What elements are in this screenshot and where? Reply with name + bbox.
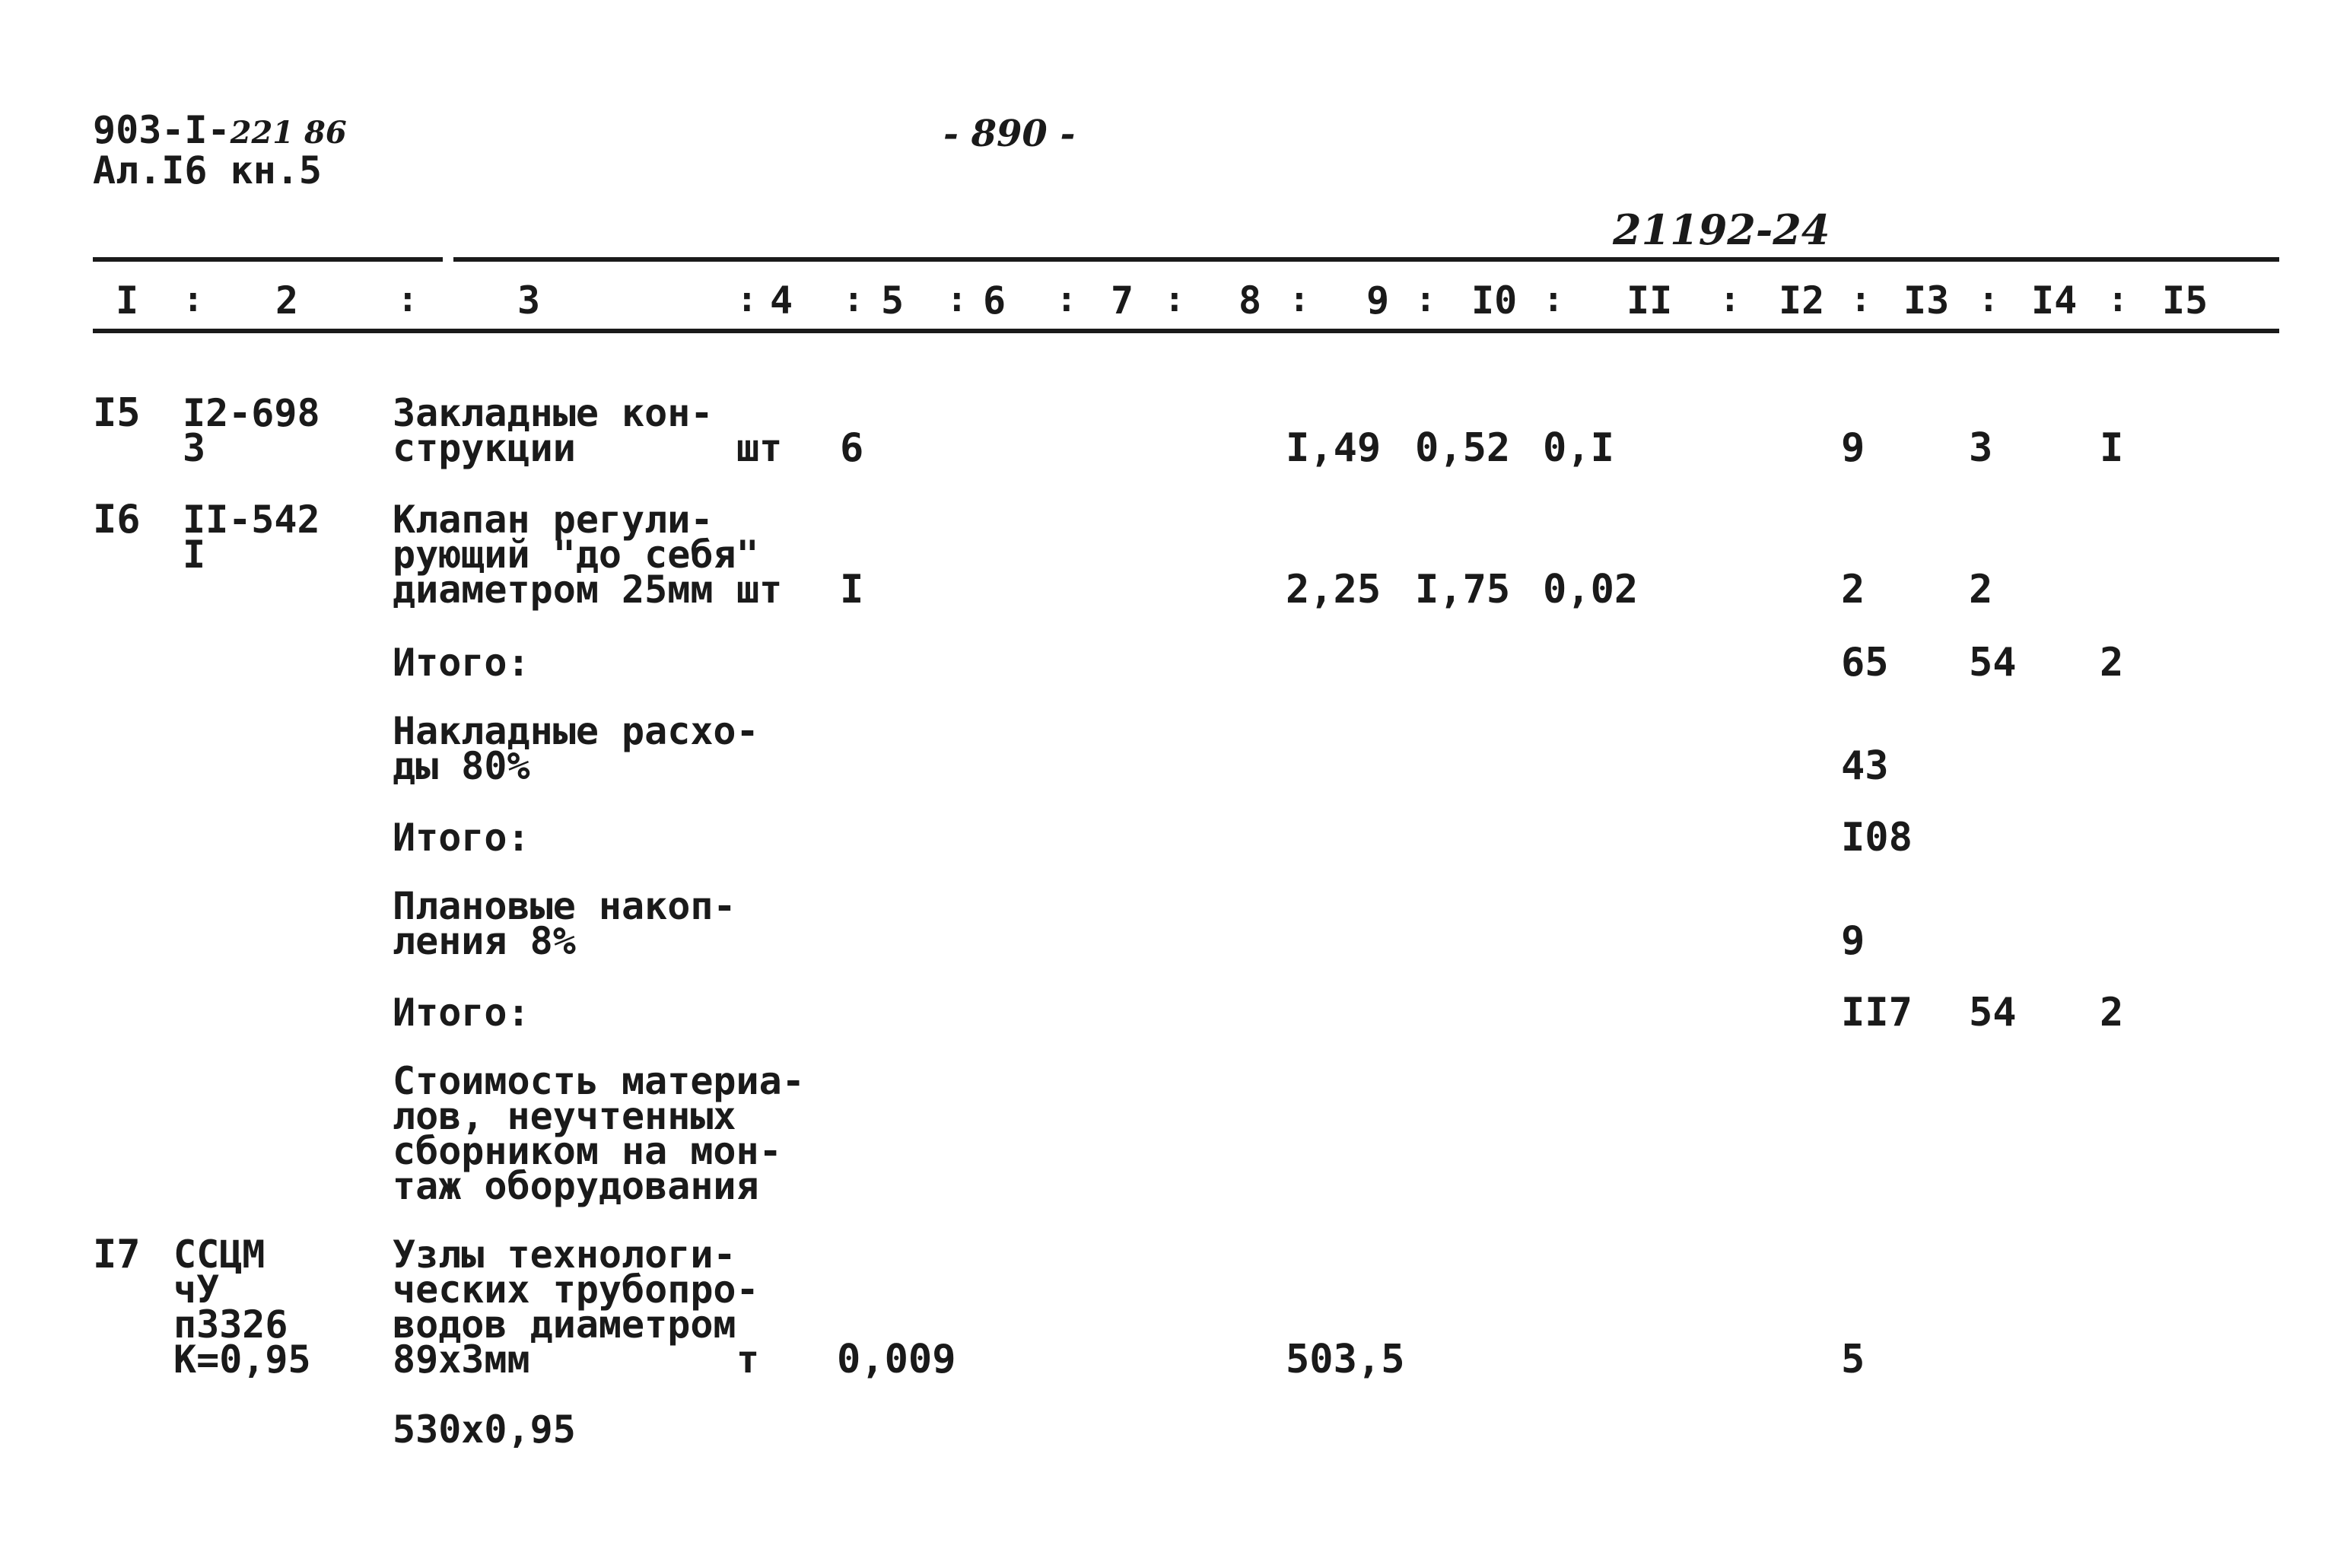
row-code: ССЦМ чУ п3326 К=0,95 <box>173 1232 311 1382</box>
row-col9: 2,25 <box>1286 567 1382 612</box>
col-header-15: I5 <box>2162 278 2208 323</box>
row-description: Плановые накоп- ления 8% <box>393 884 736 963</box>
page-number: - 890 - <box>943 113 1076 155</box>
col-sep: : <box>1850 278 1871 320</box>
col-sep: : <box>1543 278 1564 320</box>
row-description: Стоимость материа- лов, неучтенных сборником на мон- таж оборудования <box>393 1059 805 1208</box>
row-col12: 65 <box>1841 640 1889 685</box>
col-sep: : <box>1415 278 1436 320</box>
col-sep: : <box>183 278 204 320</box>
row-code: II-542 I <box>183 498 320 577</box>
col-header-6: 6 <box>983 278 1006 323</box>
row-col12: I08 <box>1841 815 1913 860</box>
row-description: Итого: <box>393 816 530 860</box>
col-header-7: 7 <box>1111 278 1134 323</box>
row-col11: 0,02 <box>1543 567 1639 612</box>
row-col9: I,49 <box>1286 425 1382 471</box>
row-col12: 9 <box>1841 425 1865 471</box>
col-header-1: I <box>116 278 139 323</box>
row-col13: 54 <box>1969 990 2017 1035</box>
row-col10: 0,52 <box>1415 425 1511 471</box>
row-col12: 2 <box>1841 567 1865 612</box>
row-description: Закладные кон- струкции <box>393 391 714 470</box>
row-description: Накладные расхо- ды 80% <box>393 709 759 788</box>
row-col11: 0,I <box>1543 425 1614 471</box>
row-description: Итого: <box>393 641 530 685</box>
col-header-9: 9 <box>1366 278 1390 323</box>
col-header-5: 5 <box>881 278 905 323</box>
reference-number: 21192-24 <box>1613 205 1830 254</box>
col-sep: : <box>1164 278 1185 320</box>
row-col12: 43 <box>1841 743 1889 789</box>
col-header-12: I2 <box>1779 278 1825 323</box>
row-col14: 2 <box>2100 990 2124 1035</box>
album-label: Ал.I6 кн.5 <box>93 148 323 192</box>
col-sep: : <box>736 278 758 320</box>
col-sep: : <box>843 278 864 320</box>
col-header-13: I3 <box>1903 278 1950 323</box>
row-col13: 2 <box>1969 567 1993 612</box>
col-sep: : <box>1289 278 1310 320</box>
row-col14: I <box>2100 425 2124 471</box>
col-sep: : <box>397 278 418 320</box>
col-sep: : <box>2107 278 2129 320</box>
row-col13: 3 <box>1969 425 1993 471</box>
doc-code-printed: 903-I- <box>93 108 231 152</box>
row-col12: 9 <box>1841 918 1865 964</box>
row-quantity: 0,009 <box>837 1337 956 1382</box>
row-unit: шт <box>736 426 783 470</box>
row-number: I5 <box>93 390 141 436</box>
col-header-2: 2 <box>275 278 299 323</box>
col-header-8: 8 <box>1239 278 1262 323</box>
col-sep: : <box>946 278 968 320</box>
row-unit: т <box>736 1337 760 1382</box>
col-header-4: 4 <box>770 278 793 323</box>
col-header-10: I0 <box>1471 278 1518 323</box>
row-quantity: I <box>840 567 864 612</box>
row-col12: II7 <box>1841 990 1913 1035</box>
row-description: Узлы технологи- ческих трубопро- водов диаметром 89х3мм <box>393 1232 759 1382</box>
row-number: I6 <box>93 497 141 542</box>
row-code: I2-698 3 <box>183 391 320 470</box>
row-description: Клапан регули- рующий "до себя" диаметром 25мм <box>393 498 759 612</box>
row-description: Итого: <box>393 991 530 1035</box>
row-col13: 54 <box>1969 640 2017 685</box>
col-sep: : <box>1056 278 1077 320</box>
row-col9: 503,5 <box>1286 1337 1405 1382</box>
col-sep: : <box>1978 278 1999 320</box>
row-quantity: 6 <box>840 425 864 471</box>
col-header-11: II <box>1626 278 1673 323</box>
row-number: I7 <box>93 1232 141 1277</box>
col-header-14: I4 <box>2031 278 2078 323</box>
row-col10: I,75 <box>1415 567 1511 612</box>
row-unit: шт <box>736 568 783 612</box>
row-col12: 5 <box>1841 1337 1865 1382</box>
row-description: 530х0,95 <box>393 1407 576 1452</box>
doc-code-handwritten: 221 86 <box>230 115 347 151</box>
col-header-3: 3 <box>517 278 541 323</box>
row-col14: 2 <box>2100 640 2124 685</box>
col-sep: : <box>1719 278 1741 320</box>
